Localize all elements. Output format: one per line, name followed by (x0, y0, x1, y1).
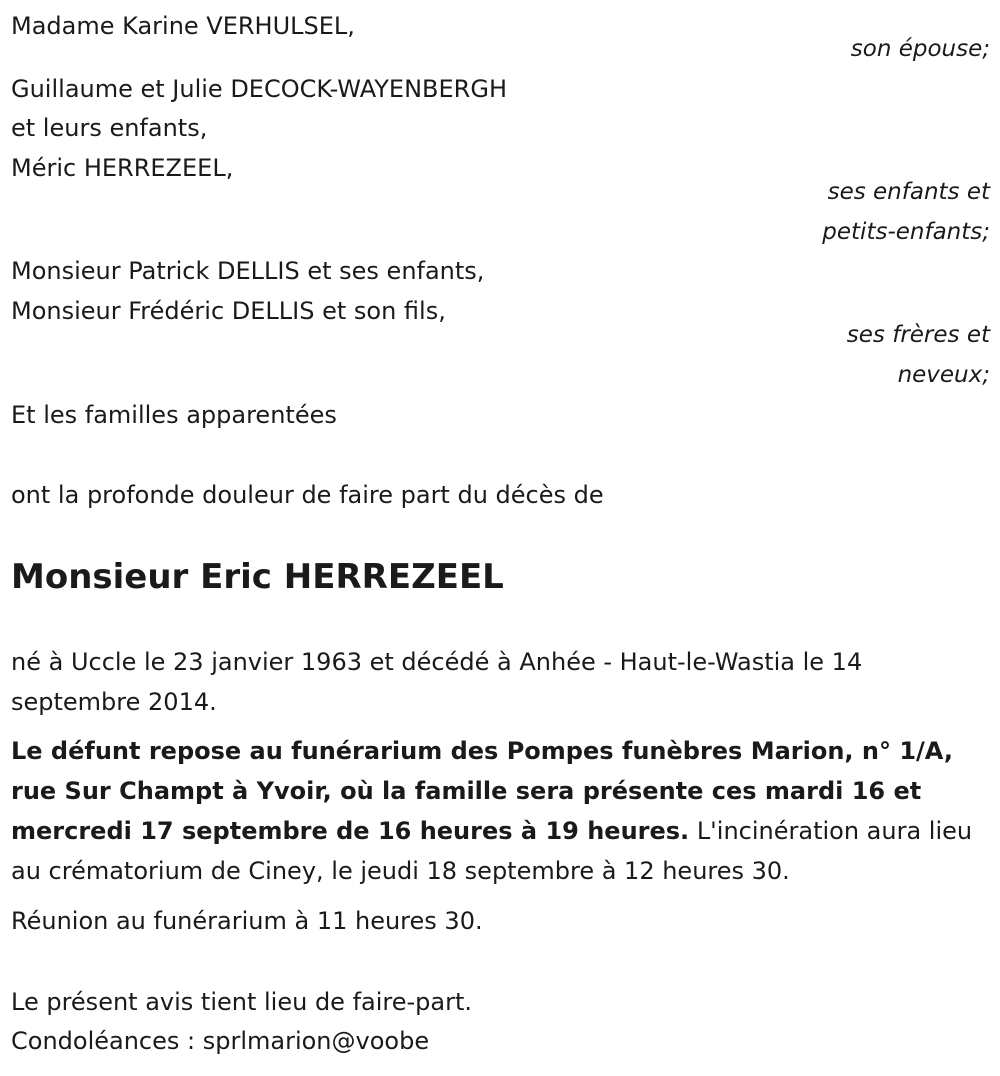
deceased-name: Monsieur Eric HERREZEEL (11, 557, 504, 597)
spouse-role: son épouse; (850, 36, 990, 62)
siblings-line-1: Monsieur Patrick DELLIS et ses enfants, (11, 257, 485, 285)
spouse-name: Madame Karine VERHULSEL, (11, 12, 355, 40)
children-role-line-2: petits-enfants; (822, 219, 990, 245)
birth-death-info: né à Uccle le 23 janvier 1963 et décédé à Anhée - Haut-le-Wastia le 14 septembre 2014. (11, 648, 863, 716)
meeting-info: Réunion au funérarium à 11 heures 30. (11, 907, 483, 935)
siblings-role-line-2: neveux; (897, 362, 990, 388)
funeral-details (11, 731, 986, 891)
notice-text: Le présent avis tient lieu de faire-part. (11, 988, 473, 1016)
cremation-details: L'incinération aura lieu au crématorium de Ciney, le jeudi 18 septembre à 12 heures 30. (11, 817, 973, 885)
related-families: Et les familles apparentées (11, 401, 337, 429)
siblings-line-2: Monsieur Frédéric DELLIS et son fils, (11, 297, 446, 325)
children-line-1: Guillaume et Julie DECOCK-WAYENBERGH (11, 75, 507, 103)
siblings-role-line-1: ses frères et (846, 322, 990, 348)
condolences-text: Condoléances : sprlmarion@voobe (11, 1027, 430, 1055)
visitation-details: Le défunt repose au funérarium des Pompes funèbres Marion, n° 1/A, rue Sur Champt à Yvoir, où la famille sera présente ces mardi 16 et mercredi 17 septembre de 16 heures à 19 heures. (11, 737, 953, 845)
children-line-3: Méric HERREZEEL, (11, 154, 234, 182)
children-role-line-1: ses enfants et (827, 179, 990, 205)
announcement-intro: ont la profonde douleur de faire part du décès de (11, 481, 604, 509)
children-line-2: et leurs enfants, (11, 114, 208, 142)
